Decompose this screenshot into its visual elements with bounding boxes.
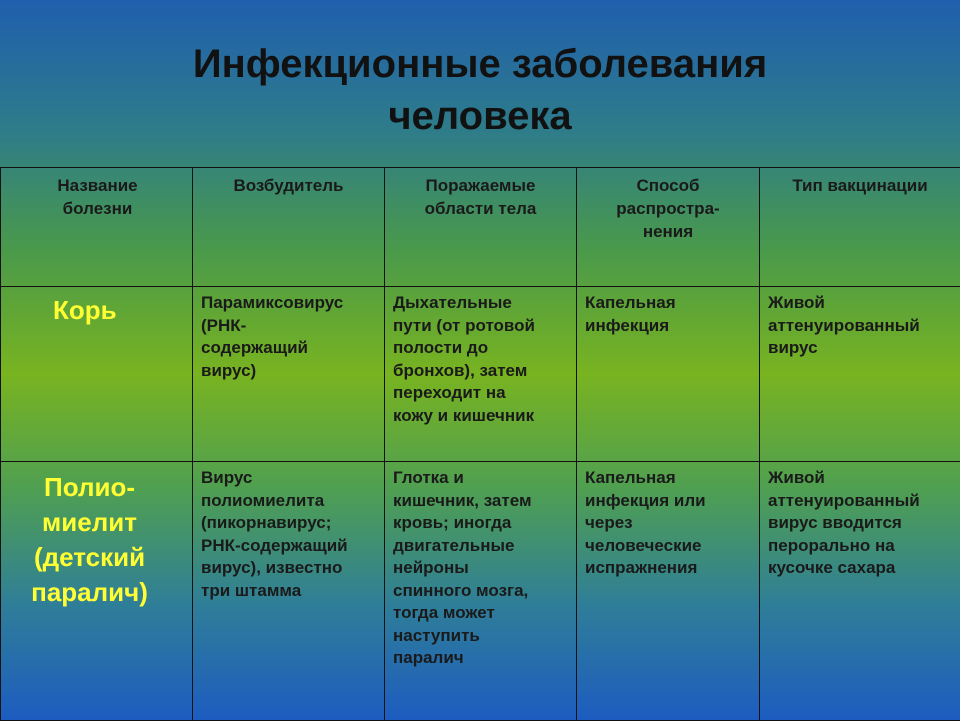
table-header-row <box>1 168 960 287</box>
vaccination-type-cell: Живой аттенуированный вирус <box>760 287 960 462</box>
infectious-diseases-table <box>0 167 960 721</box>
affected-areas-cell: Глотка и кишечник, затем кровь; иногда двигательные нейроны спинного мозга, тогда может наступить паралич <box>385 462 577 721</box>
table-row <box>1 287 960 462</box>
slide-title <box>0 38 960 142</box>
header-pathogen: Возбудитель <box>193 168 385 287</box>
pathogen-cell: Парамиксовирус (РНК- содержащий вирус) <box>193 287 385 462</box>
slide-title-line-2: человека <box>0 90 960 142</box>
disease-name-cell: Корь <box>1 287 193 462</box>
transmission-cell: Капельная инфекция или через человеческие испражнения <box>577 462 760 721</box>
header-transmission: Способ распростра- нения <box>577 168 760 287</box>
header-vaccination-type: Тип вакцинации <box>760 168 960 287</box>
table-row <box>1 462 960 721</box>
header-affected-areas: Поражаемые области тела <box>385 168 577 287</box>
transmission-cell: Капельная инфекция <box>577 287 760 462</box>
pathogen-cell: Вирус полиомиелита (пикорнавирус; РНК-содержащий вирус), известно три штамма <box>193 462 385 721</box>
affected-areas-cell: Дыхательные пути (от ротовой полости до бронхов), затем переходит на кожу и кишечник <box>385 287 577 462</box>
header-disease-name: Название болезни <box>1 168 193 287</box>
disease-name-cell: Полио- миелит (детский паралич) <box>1 462 193 721</box>
vaccination-type-cell: Живой аттенуированный вирус вводится перорально на кусочке сахара <box>760 462 960 721</box>
slide-title-line-1: Инфекционные заболевания <box>0 38 960 90</box>
